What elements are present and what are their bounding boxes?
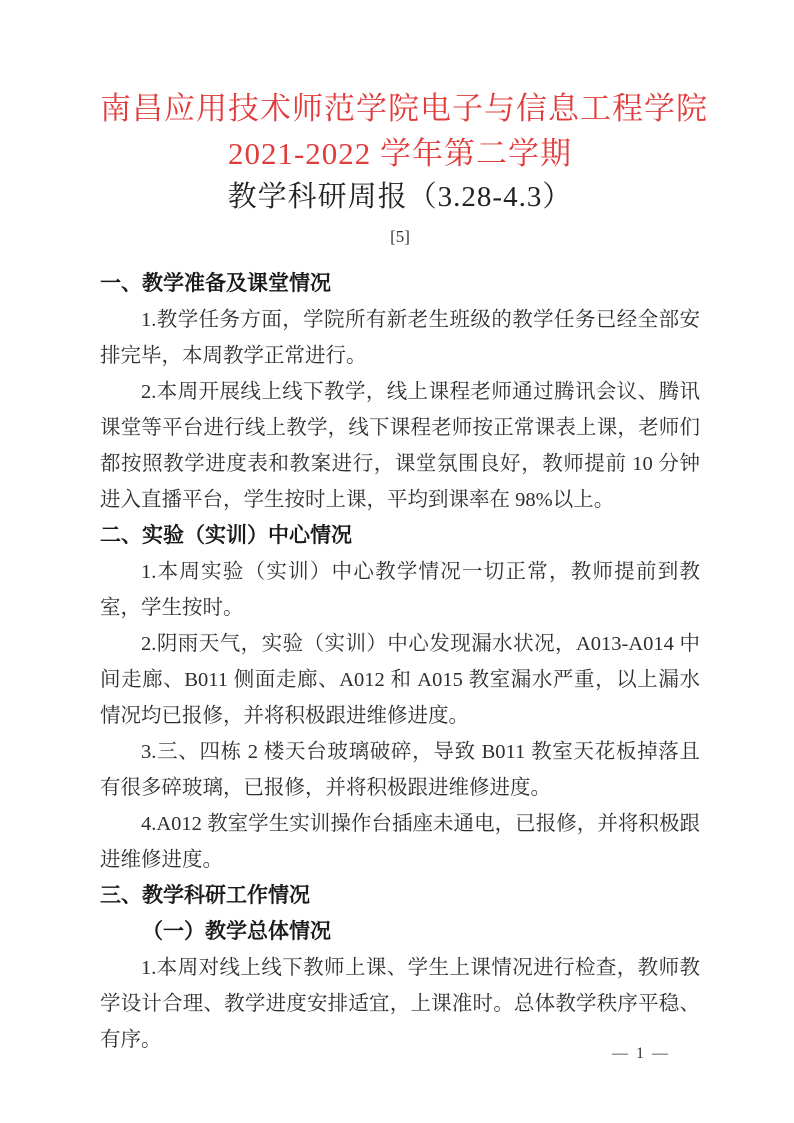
section-2-paragraph-1: 1.本周实验（实训）中心教学情况一切正常，教师提前到教室，学生按时。: [100, 561, 700, 619]
section-lab-center: [100, 518, 700, 878]
section-1-paragraph-1: 1.教学任务方面，学院所有新老生班级的教学任务已经全部安排完毕，本周教学正常进行。: [100, 309, 700, 367]
document-title-line1: 南昌应用技术师范学院电子与信息工程学院: [100, 91, 708, 126]
section-teaching-research-work: [100, 878, 700, 1058]
section-2-paragraph-4: 4.A012 教室学生实训操作台插座未通电，已报修，并将积极跟进维修进度。: [100, 813, 700, 871]
section-3-subheading: （一）教学总体情况: [142, 920, 331, 943]
issue-number: [5]: [390, 227, 410, 246]
page-number: — 1 —: [612, 1045, 670, 1062]
report-title: 教学科研周报（3.28-4.3）: [227, 181, 573, 213]
section-2-paragraph-2: 2.阴雨天气，实验（实训）中心发现漏水状况，A013-A014 中间走廊、B011 侧面走廊、A012 和 A015 教室漏水严重，以上漏水情况均已报修，并将积极跟进维修进度。: [100, 633, 700, 727]
section-2-paragraph-3: 3.三、四栋 2 楼天台玻璃破碎，导致 B011 教室天花板掉落且有很多碎玻璃，已报修，并将积极跟进维修进度。: [100, 741, 700, 799]
section-1-heading: 一、教学准备及课堂情况: [100, 272, 331, 295]
section-3-heading: 三、教学科研工作情况: [100, 884, 310, 907]
document-title-line2: 2021-2022 学年第二学期: [227, 136, 573, 171]
section-1-paragraph-2: 2.本周开展线上线下教学，线上课程老师通过腾讯会议、腾讯课堂等平台进行线上教学，线下课程老师按正常课表上课，老师们都按照教学进度表和教案进行，课堂氛围良好，教师提前 10 分钟进入直播平台，学生按时上课，平均到课率在 98%以上。: [100, 381, 700, 511]
section-2-heading: 二、实验（实训）中心情况: [100, 524, 352, 547]
section-teaching-preparation: [100, 266, 700, 518]
section-3-paragraph-1: 1.本周对线上线下教师上课、学生上课情况进行检查，教师教学设计合理、教学进度安排适宜，上课准时。总体教学秩序平稳、有序。: [100, 957, 700, 1051]
